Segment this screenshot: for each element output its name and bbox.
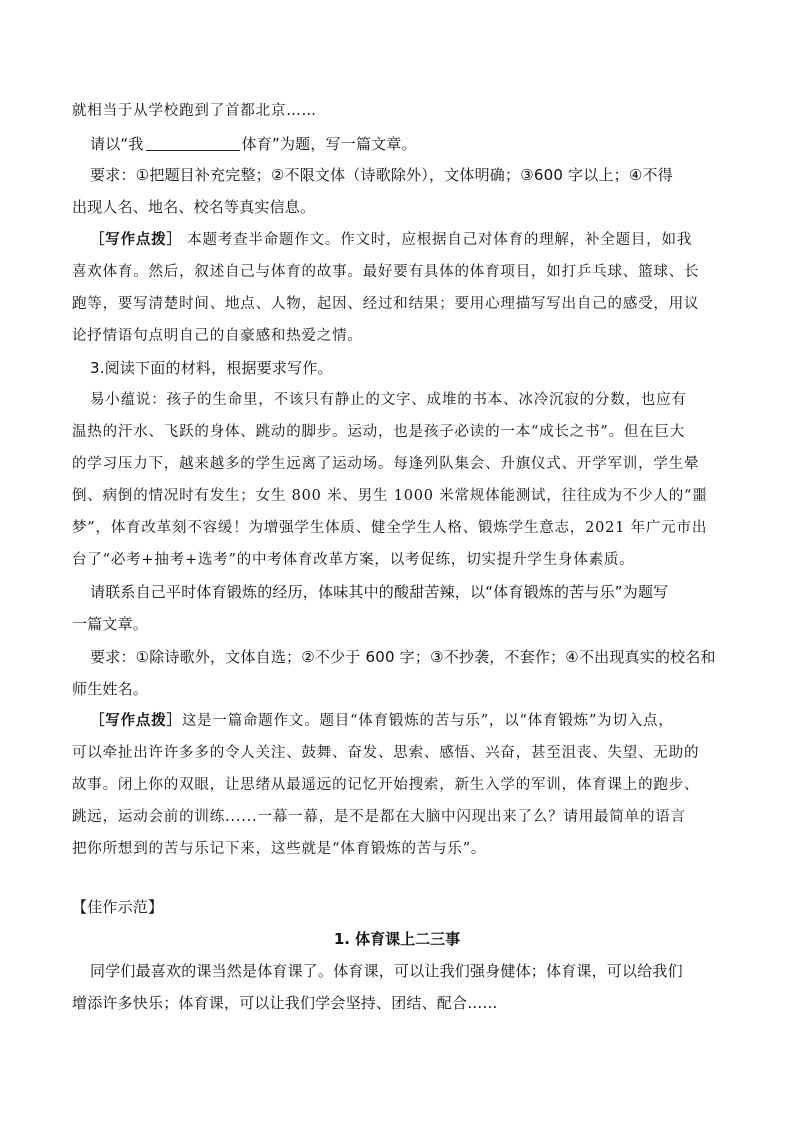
material-line: 倒、病倒的情况时有发生；女生 800 米、男生 1000 米常规体能测试，往往成为不少人的“噩 (72, 488, 708, 504)
prompt-text-end: 体育”为题，写一篇文章。 (241, 135, 417, 153)
paragraph-line: 就相当于从学校跑到了首都北京…… (72, 103, 317, 119)
writing-tip-line: 把你所想到的苦与乐记下来，这些就是“体育锻炼的苦与乐”。 (72, 841, 487, 857)
writing-tip-line: 跑等，要写清楚时间、地点、人物，起因、经过和结果；要用心理描写写出自己的感受，用议 (72, 296, 700, 312)
essay-title: 1. 体育课上二三事 (333, 930, 461, 948)
writing-tip-line (90, 711, 750, 731)
material-line: 台了“必考+抽考+选考”的中考体育改革方案，以考促练，切实提升学生身体素质。 (72, 552, 635, 568)
fill-in-blank (146, 136, 240, 151)
material-line: 梦”，体育改革刻不容缓！为增强学生体质、健全学生人格、锻炼学生意志，2021 年广元市出 (72, 520, 708, 536)
material-line: 温热的汗水、飞跃的身体、跳动的脚步。运动，也是孩子必读的一本“成长之书”。但在巨大 (72, 424, 686, 440)
writing-tip-label: ［写作点拨］ (90, 231, 182, 248)
requirement-line: 要求：①除诗歌外，文体自选；②不少于 600 字；③不抄袭，不套作；④不出现真实的校名和 (90, 648, 716, 666)
instruction-line: 一篇文章。 (72, 615, 149, 633)
writing-tip-line: 喜欢体育。然后，叙述自己与体育的故事。最好要有具体的体育项目，如打乒乓球、篮球、长 (72, 264, 700, 280)
section-heading: 【佳作示范】 (72, 898, 164, 916)
writing-tip-text: 本题考查半命题作文。作文时，应根据自己对体育的理解，补全题目，如我 (181, 232, 693, 248)
writing-tip-line: 论抒情语句点明自己的自豪感和热爱之情。 (72, 328, 363, 344)
writing-tip-line: 跳远，运动会前的训练......一幕一幕，是不是都在大脑中闪现出来了么？请用最简单的语言 (72, 809, 686, 825)
requirement-line: 师生姓名。 (72, 680, 149, 698)
prompt-line (90, 134, 750, 154)
requirement-line: 要求：①把题目补充完整；②不限文体（诗歌除外），文体明确；③600 字以上；④不得 (90, 166, 673, 184)
instruction-line: 请联系自己平时体育锻炼的经历，体味其中的酸甜苦辣，以“体育锻炼的苦与乐”为题写 (90, 583, 669, 601)
essay-line: 增添许多快乐；体育课，可以让我们学会坚持、团结、配合…… (72, 994, 498, 1012)
writing-tip-line: 可以牵扯出许许多多的令人关注、鼓舞、奋发、思索、感悟、兴奋，甚至沮丧、失望、无助的 (72, 745, 700, 761)
question-heading: 3.阅读下面的材料，根据要求写作。 (90, 359, 333, 377)
prompt-text-start: 请以“我 (90, 135, 144, 153)
material-line: 的学习压力下，越来越多的学生远离了运动场。每逢列队集会、升旗仪式、开学军训，学生晕 (72, 456, 700, 472)
material-line: 易小蕴说：孩子的生命里，不该只有静止的文字、成堆的书本、冰冷沉寂的分数，也应有 (90, 392, 687, 408)
writing-tip-text: 这是一篇命题作文。题目“体育锻炼的苦与乐”，以“体育锻炼”为切入点， (181, 713, 674, 729)
writing-tip-line (90, 230, 750, 250)
requirement-line: 出现人名、地名、校名等真实信息。 (72, 198, 316, 216)
writing-tip-line: 故事。闭上你的双眼，让思绪从最遥远的记忆开始搜索，新生入学的军训，体育课上的跑步、 (72, 777, 700, 793)
essay-line: 同学们最喜欢的课当然是体育课了。体育课，可以让我们强身健体；体育课，可以给我们 (90, 962, 683, 980)
writing-tip-label: ［写作点拨］ (90, 712, 182, 729)
